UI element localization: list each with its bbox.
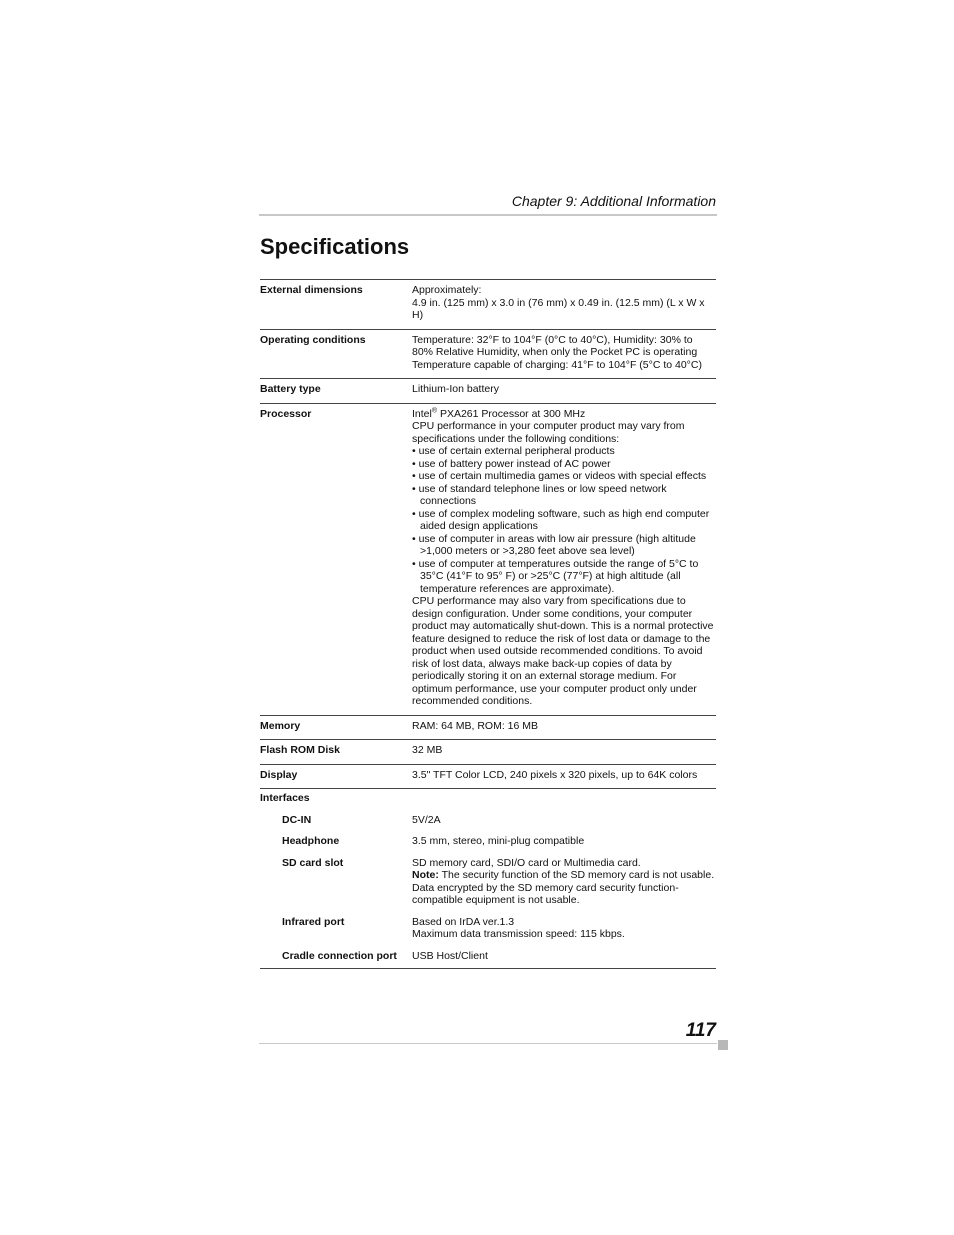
spec-line: 80% Relative Humidity, when only the Pocket PC is operating — [412, 346, 698, 358]
spec-row-cradle — [260, 947, 716, 969]
spec-label: Cradle connection port — [282, 949, 397, 962]
processor-desc: PXA261 Processor at 300 MHz — [437, 407, 586, 420]
spec-value: 3.5 mm, stereo, mini-plug compatible — [412, 835, 585, 847]
spec-label: Flash ROM Disk — [260, 744, 340, 756]
spec-label: Processor — [260, 407, 312, 420]
spec-row-flash-rom — [260, 740, 716, 765]
spec-row-sd-card — [260, 854, 716, 913]
condition-bullet: • use of computer in areas with low air pressure (high altitude >1,000 meters or >3,280 feet above sea level) — [412, 532, 696, 557]
spec-row-processor — [260, 404, 716, 716]
sd-note — [412, 869, 716, 907]
spec-label: DC-IN — [282, 813, 312, 826]
spec-label: Interfaces — [260, 792, 310, 804]
spec-row-operating-conditions — [260, 330, 716, 380]
spec-row-memory — [260, 716, 716, 741]
page-title: Specifications — [260, 234, 410, 259]
spec-row-infrared — [260, 913, 716, 947]
spec-value: 32 MB — [412, 744, 443, 756]
note-text: The security function of the SD memory card is not usable. Data encrypted by the SD memory card security function-compatible equipment is not usable. — [412, 869, 715, 906]
header-rule — [259, 214, 717, 216]
condition-bullet: • use of computer at temperatures outside the range of 5°C to 35°C (41°F to 95° F) or >25°C (77°F) at high altitude (all temperature references are approximate). — [412, 557, 699, 595]
spec-line: CPU performance in your computer product may vary from — [412, 420, 685, 432]
spec-label: External dimensions — [260, 284, 363, 296]
spec-row-display — [260, 765, 716, 790]
spec-line: specifications under the following conditions: — [412, 432, 620, 445]
spec-value — [412, 792, 716, 805]
spec-line: Based on IrDA ver.1.3 — [412, 915, 515, 928]
spec-value: RAM: 64 MB, ROM: 16 MB — [412, 719, 539, 732]
spec-line: Temperature: 32°F to 104°F (0°C to 40°C), Humidity: 30% to — [412, 333, 693, 346]
spec-value — [412, 334, 716, 372]
spec-label: Headphone — [282, 835, 340, 847]
spec-line: Approximately: — [412, 284, 482, 296]
spec-row-external-dimensions — [260, 280, 716, 330]
condition-bullet: • use of battery power instead of AC power — [412, 457, 611, 470]
chapter-heading: Chapter 9: Additional Information — [511, 193, 716, 209]
spec-line: 4.9 in. (125 mm) x 3.0 in (76 mm) x 0.49 in. (12.5 mm) (L x W x H) — [412, 296, 705, 321]
spec-value — [412, 857, 716, 907]
spec-value: USB Host/Client — [412, 949, 488, 962]
spec-line: SD memory card, SDI/O card or Multimedia card. — [412, 856, 641, 869]
footer-rule — [259, 1043, 717, 1044]
spec-value — [412, 916, 716, 941]
spec-value: 5V/2A — [412, 813, 441, 826]
condition-bullet: • use of standard telephone lines or low speed network connections — [412, 482, 667, 507]
page-number: 117 — [685, 1020, 716, 1041]
registered-mark: ® — [431, 407, 438, 414]
note-label: Note: — [412, 869, 439, 881]
spec-row-headphone — [260, 832, 716, 854]
spec-label: Memory — [260, 719, 301, 732]
processor-outro: CPU performance may also vary from specifications due to design configuration. Under some conditions, your computer product may automatically shut-down. This is a normal protective feature designed to reduce the risk of lost data or damage to the product when used outside recommended conditions. To avoid risk of lost data, always make back-up copies of data by periodically storing it on an external storage medium. For optimum performance, use your computer product only under recommended conditions. — [412, 595, 714, 707]
processor-brand: Intel — [412, 407, 432, 420]
spec-row-interfaces — [260, 789, 716, 811]
specifications-table — [260, 279, 716, 969]
spec-row-battery-type — [260, 379, 716, 404]
spec-line: Temperature capable of charging: 41°F to 104°F (5°C to 40°C) — [412, 358, 702, 371]
condition-bullet: • use of complex modeling software, such as high end computer aided design applications — [412, 507, 710, 532]
spec-label: Display — [260, 768, 298, 781]
spec-label: Infrared port — [282, 915, 345, 928]
spec-label: Battery type — [260, 383, 321, 395]
spec-value: 3.5" TFT Color LCD, 240 pixels x 320 pixels, up to 64K colors — [412, 768, 698, 781]
condition-bullet: • use of certain external peripheral products — [412, 445, 615, 457]
condition-bullet: • use of certain multimedia games or videos with special effects — [412, 470, 707, 482]
spec-value: Lithium-Ion battery — [412, 383, 499, 395]
corner-marker — [718, 1040, 728, 1050]
processor-model — [412, 408, 716, 421]
spec-value — [412, 284, 716, 322]
spec-label: Operating conditions — [260, 333, 366, 346]
spec-value — [412, 408, 716, 708]
spec-label: SD card slot — [282, 856, 344, 869]
spec-line: Maximum data transmission speed: 115 kbps. — [412, 928, 625, 940]
spec-row-dc-in — [260, 811, 716, 833]
